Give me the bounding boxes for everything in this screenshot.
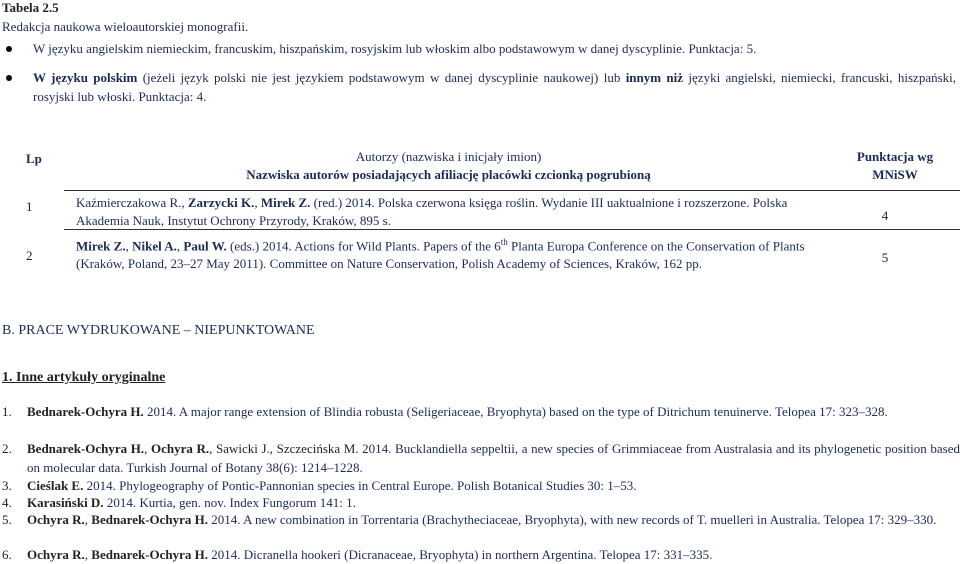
publication-text (27, 510, 960, 529)
section-heading: B. PRACE WYDRUKOWANE – NIEPUNKTOWANE (2, 323, 315, 338)
publication-item (2, 439, 960, 477)
bullet-rest: języki angielski, niemiecki, francuski, hiszpański, rosyjski lub włoski. Punktacja: 4. (33, 70, 957, 104)
row-1-rest: (red.) 2014. Polska czerwona księga roślin. Wydanie III uaktualnione i rozszerzone. Polska Akademia Nauk, Instytut Ochrony Przyrody, Kraków, 895 s. (76, 195, 788, 228)
publication-author-bold: Karasiński D. (27, 495, 104, 510)
header-points-line2: MNiSW (872, 167, 918, 182)
header-authors (76, 148, 821, 184)
publication-item (2, 545, 960, 564)
row-2-author-bold-2: Nikel A. (132, 238, 177, 254)
publication-author-bold-2: Ochyra R. (150, 441, 210, 456)
bullet-item-1 (6, 39, 956, 58)
header-lp: Lp (26, 151, 42, 166)
table-divider (64, 229, 960, 230)
row-2-points: 5 (881, 250, 889, 265)
row-1-lp: 1 (26, 199, 33, 214)
row-1-citation (76, 194, 828, 230)
publication-table (0, 131, 960, 272)
publication-author-bold: Cieślak E. (27, 478, 84, 493)
publication-text (27, 439, 960, 477)
table-title: Tabela 2.5 (2, 0, 59, 15)
row-1-author-plain: Kaźmierczakowa R., (76, 195, 188, 210)
publication-body: 2014. A new combination in Torrentaria (Brachytheciaceae, Bryophyta), with new records of T. muelleri in Australia. Telopea 17: 329–330. (208, 512, 937, 527)
publication-text (27, 402, 960, 421)
row-2-rest-b: Planta Europa Conference on the Conservation of Plants (Kraków, Poland, 23–27 May 2011). Committee on Nature Conservation, Polish Academy of Sciences, Kraków, 162 pp. (76, 238, 805, 272)
bullet-icon (6, 75, 12, 81)
row-2-author-bold-3: Paul W. (183, 238, 227, 254)
header-points-line1: Punktacja wg (856, 149, 934, 164)
header-authors-line1: Autorzy (nazwiska i inicjały imion) (355, 149, 542, 164)
publication-text (27, 545, 960, 564)
publication-body: 2014. Dicranella hookeri (Dicranaceae, Bryophyta) in northern Argentina. Telopea 17: 331–335. (208, 547, 713, 562)
publication-sep: , (84, 547, 92, 562)
row-2-sep-1: , (125, 238, 133, 254)
publication-author-bold-2: Bednarek-Ochyra H. (91, 547, 209, 562)
bullet-lead: W języku polskim (33, 70, 138, 85)
bullet-middle: (jeżeli język polski nie jest językiem podstawowym w danej dyscyplinie naukowej) lub (137, 70, 626, 85)
row-1-author-bold-2: Mirek Z. (260, 195, 311, 210)
row-2-sep-2: , (176, 238, 184, 254)
publication-author-bold: Ochyra R. (27, 547, 85, 562)
intro-text: Redakcja naukowa wieloautorskiej monografii. (2, 19, 249, 34)
bullet-strong: innym niż (625, 70, 684, 85)
publication-number: 3. (2, 478, 12, 493)
publication-author-bold: Bednarek-Ochyra H. (27, 404, 144, 419)
publication-item (2, 510, 960, 529)
bullet-text: W języku angielskim niemieckim, francuskim, hiszpańskim, rosyjskim lub włoskim albo podstawowym w danej dyscyplinie. Punktacja: 5. (33, 41, 757, 56)
publication-author-rest: , Sawicki J., Szczecińska M. (209, 441, 359, 456)
header-authors-line2: Nazwiska autorów posiadających afiliację placówki czcionką pogrubioną (246, 167, 651, 182)
bullet-icon (6, 46, 12, 52)
publication-body: 2014. Kurtia, gen. nov. Index Fungorum 141: 1. (103, 495, 356, 510)
row-2-rest-a: (eds.) 2014. Actions for Wild Plants. Papers of the 6 (226, 238, 501, 254)
publication-body: 2014. Phylogeography of Pontic-Pannonian species in Central Europe. Polish Botanical Studies 30: 1–53. (83, 478, 637, 493)
table-divider (64, 190, 960, 191)
row-2-superscript: th (500, 237, 508, 247)
row-2-lp: 2 (26, 248, 33, 263)
publication-item (2, 402, 960, 421)
publication-sep: , (144, 441, 151, 456)
publication-number: 6. (2, 547, 12, 562)
bullet-text (33, 68, 956, 106)
publication-sep: , (84, 512, 92, 527)
row-1-sep: , (254, 195, 261, 210)
publication-number: 2. (2, 441, 12, 456)
row-2-author-bold-1: Mirek Z. (76, 238, 126, 254)
header-points (845, 148, 945, 184)
subsection-heading: 1. Inne artykuły oryginalne (2, 370, 166, 385)
publication-number: 4. (2, 495, 12, 510)
publication-author-bold-2: Bednarek-Ochyra H. (91, 512, 209, 527)
bullet-item-2 (6, 68, 956, 106)
publication-number: 5. (2, 512, 12, 527)
row-2-citation (76, 233, 828, 273)
row-1-points: 4 (881, 208, 889, 223)
publication-body: 2014. Bucklandiella seppeltii, a new species of Grimmiaceae from Australasia and its phylogenetic position based on molecular data. Turkish Journal of Botany 38(6): 1214–1228. (27, 441, 960, 475)
publication-number: 1. (2, 404, 12, 419)
publication-author-bold: Ochyra R. (27, 512, 85, 527)
publication-body: 2014. A major range extension of Blindia robusta (Seligeriaceae, Bryophyta) based on the type of Ditrichum tenuinerve. Telopea 17: 323–328. (143, 404, 888, 419)
row-1-author-bold-1: Zarzycki K. (187, 195, 255, 210)
publication-author-bold: Bednarek-Ochyra H. (27, 441, 145, 456)
